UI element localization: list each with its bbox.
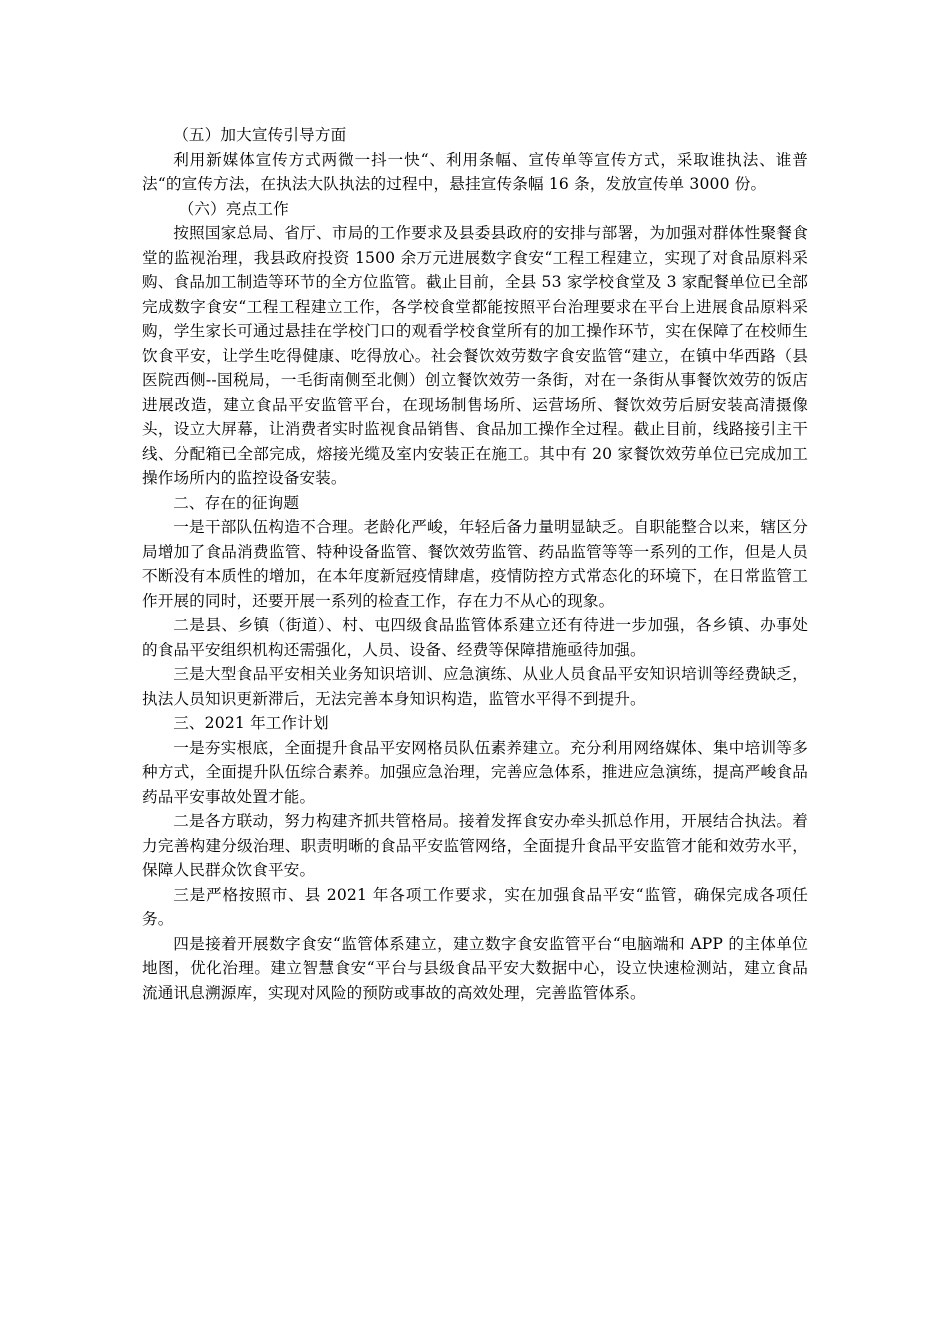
section-heading-publicity: （五）加大宣传引导方面	[173, 126, 347, 144]
paragraph-plan-3: 三是严格按照市、县 2021 年各项工作要求，实在加强食品平安“监管，确保完成各项任务。	[142, 885, 808, 928]
section-heading-highlights: （六）亮点工作	[178, 199, 289, 218]
paragraph-plan-1: 一是夯实根底，全面提升食品平安网格员队伍素养建立。充分利用网络媒体、集中培训等多种方式，全面提升队伍综合素养。加强应急治理，完善应急体系，推进应急演练，提高严峻食品药品平安事故处置才能。	[142, 738, 808, 806]
paragraph-problem-1: 一是干部队伍构造不合理。老龄化严峻，年轻后备力量明显缺乏。自职能整合以来，辖区分局增加了食品消费监管、特种设备监管、餐饮效劳监管、药品监管等等一系列的工作，但是人员不断没有本质性的增加，在本年度新冠疫情肆虐，疫情防控方式常态化的环境下，在日常监管工作开展的同时，还要开展一系列的检查工作，存在力不从心的现象。	[142, 518, 808, 610]
paragraph-plan-2: 二是各方联动，努力构建齐抓共管格局。接着发挥食安办牵头抓总作用，开展结合执法。着力完善构建分级治理、职责明晰的食品平安监管网络，全面提升食品平安监管才能和效劳水平，保障人民群众饮食平安。	[142, 812, 808, 879]
document-body	[142, 123, 808, 1005]
paragraph-plan-4: 四是接着开展数字食安“监管体系建立，建立数字食安监管平台“电脑端和 APP 的主体单位地图，优化治理。建立智慧食安“平台与县级食品平安大数据中心，设立快速检测站，建立食品流通讯息溯源库，实现对风险的预防或事故的高效处理，完善监管体系。	[142, 934, 808, 1002]
paragraph-problem-3: 三是大型食品平安相关业务知识培训、应急演练、从业人员食品平安知识培训等经费缺乏，执法人员知识更新滞后，无法完善本身知识构造，监管水平得不到提升。	[142, 665, 808, 708]
section-heading-plan: 三、2021 年工作计划	[173, 714, 329, 732]
paragraph-highlights: 按照国家总局、省厅、市局的工作要求及县委县政府的安排与部署，为加强对群体性聚餐食堂的监视治理，我县政府投资 1500 余万元进展数字食安“工程工程建立，实现了对食品原料采购、食品加工制造等环节的全方位监管。截止目前，全县 53 家学校食堂及 3 家配餐单位已全部完成数字食安“工程工程建立工作，各学校食堂都能按照平台治理要求在平台上进展食品原料采购，学生家长可通过悬挂在学校门口的观看学校食堂所有的加工操作环节，实在保障了在校师生饮食平安，让学生吃得健康、吃得放心。社会餐饮效劳数字食安监管“建立，在镇中华西路（县医院西侧--国税局，一毛街南侧至北侧）创立餐饮效劳一条街，对在一条街从事餐饮效劳的饭店进展改造，建立食品平安监管平台，在现场制售场所、运营场所、餐饮效劳后厨安装高清摄像头，设立大屏幕，让消费者实时监视食品销售、食品加工操作全过程。截止目前，线路接引主干线、分配箱已全部完成，熔接光缆及室内安装正在施工。其中有 20 家餐饮效劳单位已完成加工操作场所内的监控设备安装。	[142, 224, 808, 487]
paragraph-problem-2: 二是县、乡镇（街道）、村、屯四级食品监管体系建立还有待进一步加强，各乡镇、办事处的食品平安组织机构还需强化，人员、设备、经费等保障措施亟待加强。	[142, 616, 808, 659]
paragraph-publicity: 利用新媒体宣传方式两微一抖一快“、利用条幅、宣传单等宣传方式，采取谁执法、谁普法“的宣传方法，在执法大队执法的过程中，悬挂宣传条幅 16 条，发放宣传单 3000 份。	[142, 150, 808, 193]
section-heading-problems: 二、存在的征询题	[173, 493, 300, 512]
